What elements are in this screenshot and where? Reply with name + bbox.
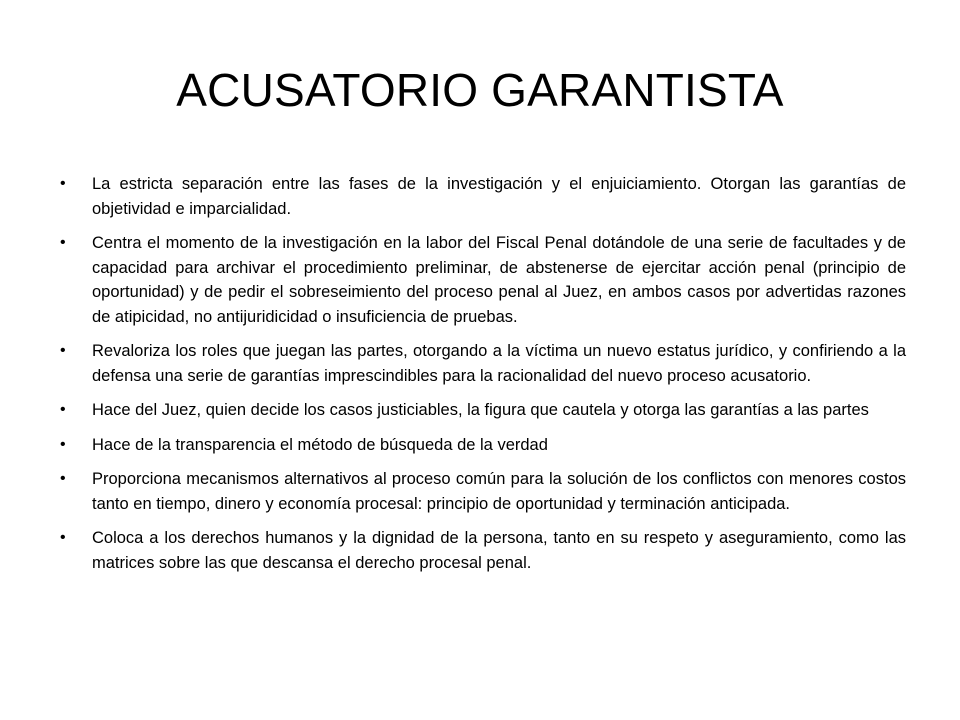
- bullet-text: Proporciona mecanismos alternativos al proceso común para la solución de los conflictos con menores costos tanto en tiempo, dinero y economía procesal: principio de oportunidad y terminación anticipada.: [92, 470, 906, 513]
- bullet-item: [60, 339, 906, 388]
- bullet-text: Hace del Juez, quien decide los casos justiciables, la figura que cautela y otorga las garantías a las partes: [92, 401, 869, 419]
- bullet-icon: •: [60, 234, 66, 251]
- bullet-icon: •: [60, 342, 66, 359]
- bullet-text: La estricta separación entre las fases de la investigación y el enjuiciamiento. Otorgan las garantías de objetividad e imparcialidad.: [92, 175, 906, 218]
- bullet-icon: •: [60, 175, 66, 192]
- slide-title: ACUSATORIO GARANTISTA: [176, 64, 784, 116]
- bullet-icon: •: [60, 435, 66, 453]
- bullet-list: [60, 172, 906, 585]
- bullet-text: Hace de la transparencia el método de búsqueda de la verdad: [92, 435, 548, 454]
- bullet-item: [60, 398, 906, 423]
- bullet-item: [60, 526, 906, 575]
- bullet-text: Centra el momento de la investigación en la labor del Fiscal Penal dotándole de una serie de facultades y de capacidad para archivar el procedimiento preliminar, de abstenerse de ejercitar acción penal (principio de oportunidad) y de pedir el sobreseimiento del proceso penal al Juez, en ambos casos por advertidas razones de atipicidad, no antijuridicidad o insuficiencia de pruebas.: [92, 234, 906, 326]
- bullet-text: Revaloriza los roles que juegan las partes, otorgando a la víctima un nuevo estatus jurídico, y confiriendo a la defensa una serie de garantías imprescindibles para la racionalidad del nuevo proceso acusatorio.: [92, 342, 906, 385]
- bullet-item: [60, 433, 906, 458]
- bullet-item: [60, 467, 906, 516]
- bullet-icon: •: [60, 470, 66, 487]
- bullet-icon: •: [60, 401, 66, 418]
- bullet-icon: •: [60, 529, 66, 546]
- bullet-item: [60, 231, 906, 329]
- bullet-text: Coloca a los derechos humanos y la dignidad de la persona, tanto en su respeto y aseguramiento, como las matrices sobre las que descansa el derecho procesal penal.: [92, 529, 906, 572]
- bullet-item: [60, 172, 906, 221]
